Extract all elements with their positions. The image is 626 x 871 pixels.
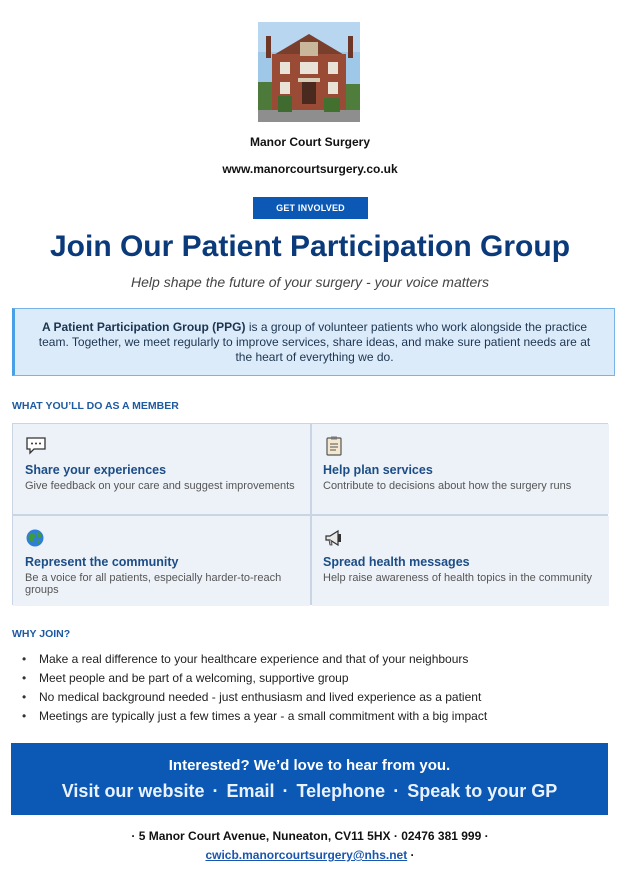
contact-banner <box>11 743 608 815</box>
list-item: • Meet people and be part of a welcoming, supportive group <box>22 671 487 690</box>
card-description: Be a voice for all patients, especially harder-to-reach groups <box>25 572 282 596</box>
speech-bubble-icon <box>25 436 47 456</box>
clipboard-icon <box>323 436 345 456</box>
member-section-heading: WHAT YOU’LL DO AS A MEMBER <box>12 400 179 412</box>
separator: · <box>393 781 400 801</box>
link-telephone[interactable]: Telephone <box>296 781 386 801</box>
footer-email-line <box>0 848 620 862</box>
link-speak-to-gp[interactable]: Speak to your GP <box>407 781 558 801</box>
card-title: Represent the community <box>25 555 179 569</box>
website-link[interactable]: www.manorcourtsurgery.co.uk <box>222 162 398 176</box>
intro-box <box>12 308 615 376</box>
intro-lead: A Patient Participation Group (PPG) <box>41 319 246 334</box>
contact-question: Interested? We’d love to hear from you. <box>168 757 451 774</box>
list-item: • Make a real difference to your healthcare experience and that of your neighbours <box>22 652 487 671</box>
page-title: Join Our Patient Participation Group <box>49 230 571 263</box>
card-description: Help raise awareness of health topics in the community <box>323 572 593 584</box>
card-description: Give feedback on your care and suggest improvements <box>25 480 295 492</box>
list-item: • No medical background needed - just enthusiasm and lived experience as a patient <box>22 690 487 709</box>
card-share-experiences <box>13 424 310 514</box>
email-tail: · <box>407 848 415 862</box>
why-join-heading: WHY JOIN? <box>12 628 71 640</box>
separator: · <box>212 781 219 801</box>
get-involved-badge: GET INVOLVED <box>253 197 368 219</box>
page-subtitle: Help shape the future of your surgery - your voice matters <box>131 274 489 290</box>
globe-icon <box>25 528 47 548</box>
card-title: Help plan services <box>323 463 433 477</box>
link-visit-website[interactable]: Visit our website <box>61 781 205 801</box>
why-join-list <box>22 652 487 728</box>
card-description: Contribute to decisions about how the surgery runs <box>323 480 572 492</box>
contact-links <box>11 781 608 802</box>
member-cards-grid <box>12 423 608 605</box>
intro-rest: is a group of volunteer patients who work alongside the practice team. Together, we meet regularly to improve services, share ideas, and make sure patient needs are at the heart of everything we do. <box>38 319 591 364</box>
email-link[interactable]: cwicb.manorcourtsurgery@nhs.net <box>205 848 408 862</box>
card-plan-services <box>312 424 609 514</box>
intro-text <box>29 320 600 365</box>
card-spread-messages <box>312 516 609 606</box>
link-email[interactable]: Email <box>226 781 275 801</box>
card-represent-community <box>13 516 310 606</box>
list-item: • Meetings are typically just a few times a year - a small commitment with a big impact <box>22 709 487 728</box>
footer-address: · 5 Manor Court Avenue, Nuneaton, CV11 5HX · 02476 381 999 · <box>131 829 489 843</box>
card-title: Share your experiences <box>25 463 167 477</box>
megaphone-icon <box>323 528 345 548</box>
org-name: Manor Court Surgery <box>249 135 370 149</box>
card-title: Spread health messages <box>323 555 470 569</box>
separator: · <box>282 781 289 801</box>
surgery-building-photo <box>258 22 360 122</box>
